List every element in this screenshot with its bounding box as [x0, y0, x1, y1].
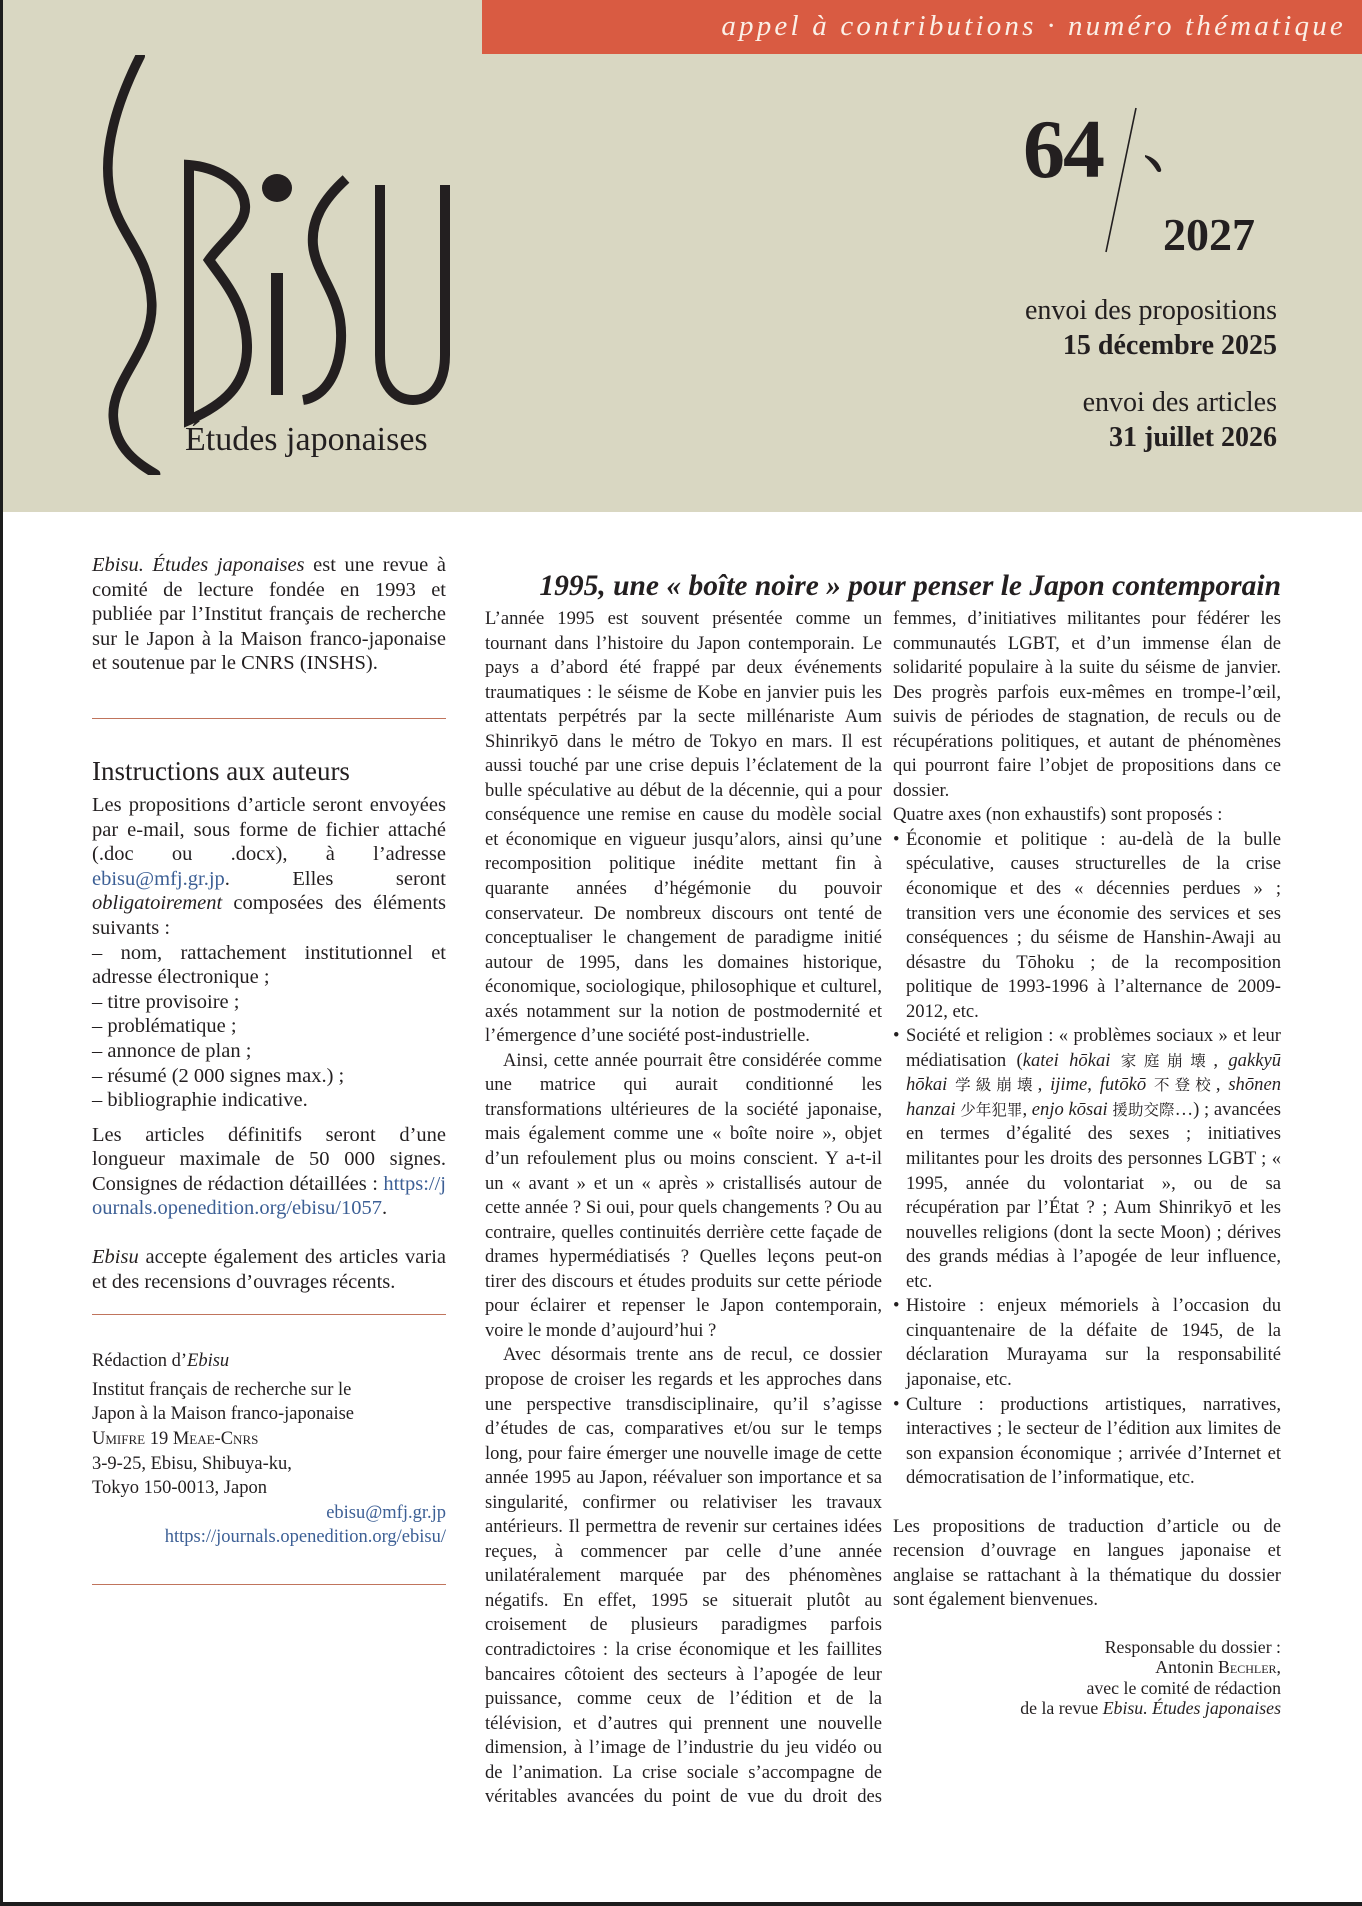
kanji-term: 家庭崩壊	[1120, 1051, 1214, 1070]
japanese-term: enjo kōsai	[1031, 1098, 1108, 1120]
proposals-deadline-date: 15 décembre 2025	[1062, 330, 1277, 361]
requirement-item: – annonce de plan ;	[92, 1039, 252, 1062]
signature-first-name: Antonin	[1155, 1657, 1219, 1678]
journal-intro	[92, 553, 446, 676]
divider	[92, 1584, 446, 1585]
axis-item: • Société et religion : « problèmes sociaux » et leur médiatisation (katei hōkai 家庭崩壊, gakkyū hōkai 学級崩壊, ijime, futōkō 不登校, shōnen hanzai 少年犯罪, enjo kōsai 援助交際…) ; avancées en termes d’égalité des sexes ; initiatives militantes pour les droits des personnes LGBT ; « 1995, année du volontariat », ou de sa récupération par l’État ? ; Aum Shinrikyō et les nouvelles religions (dont la secte Moon) ; dérives des grands médias à l’apogée de leur influence, etc.	[893, 1025, 1281, 1292]
kanji-term: 少年犯罪	[960, 1100, 1023, 1119]
japanese-term: gakkyū hōkai	[906, 1049, 1281, 1096]
requirements-list	[92, 941, 446, 1113]
signature-comma: ,	[1276, 1657, 1281, 1678]
japanese-term: katei hōkai	[1022, 1049, 1111, 1071]
article-paragraph: Ainsi, cette année pourrait être considérée comme une matrice qui aurait conditionné les transformations ultérieures de la société japonaise, mais également comme une « boîte noire », objet d’un refoulement plus ou moins conscient. Y a-t-il un « avant » et un « après » cristallisés autour de cette année ? Si oui, pour quels changements ? Ou au contraire, quelles continuités derrière cette façade de drames hypermédiatisés ? Quelles leçons peut-on tirer des discours et études produits sur cette période pour éclairer et repenser le Japon contemporain, voire le monde d’aujourd’hui ?	[485, 1049, 882, 1341]
email-link[interactable]: ebisu@mfj.gr.jp	[92, 867, 225, 890]
requirement-item: – résumé (2 000 signes max.) ;	[92, 1064, 345, 1087]
logo-subtitle: Études japonaises	[185, 421, 428, 458]
address-line: Institut français de recherche sur le	[92, 1379, 352, 1400]
articles-deadline-label: envoi des articles	[1082, 387, 1277, 418]
varia-note	[92, 1245, 446, 1294]
instructions-heading: Instructions aux auteurs	[92, 755, 350, 786]
signature-journal	[893, 1698, 1281, 1719]
axis-item	[893, 828, 1281, 1024]
requirement-item: – bibliographie indicative.	[92, 1089, 308, 1112]
signature-journal-prefix: de la revue	[1020, 1698, 1103, 1719]
contact-email-link[interactable]: ebisu@mfj.gr.jp	[326, 1502, 446, 1523]
varia-text: accepte également des articles varia et des recensions d’ouvrages récents.	[92, 1246, 446, 1293]
kanji-term: 援助交際	[1112, 1100, 1175, 1119]
instructions-text-c: composées des éléments suivants :	[92, 892, 446, 939]
length-guidelines-end: .	[382, 1197, 388, 1220]
article-paragraph: L’année 1995 est souvent présentée comme un tournant dans l’histoire du Japon contemporain. Le pays a d’abord été frappé par deux événements traumatiques : le séisme de Kobe en janvier puis les attentats perpétrés par la secte millénariste Aum Shinrikyō dans le métro de Tokyo en mars. Il est aussi touché par une crise depuis l’éclatement de la bulle spéculative au début de la décennie, qui a pour conséquence une remise en cause du modèle social et économique en vigueur jusqu’alors, ainsi qu’une recomposition politique inédite mettant fin à quarante années d’hégémonie du pouvoir conservateur. De nombreux discours ont tenté de conceptualiser le changement de paradigme initié autour de 1995, dans les domaines historique, économique, sociologique, philosophique et culturel, axés notamment sur la notion de postmodernité et l’émergence d’une société post-industrielle.	[485, 608, 882, 1047]
journal-name: Ebisu. Études japonaises	[92, 554, 305, 576]
bullet-icon: •	[893, 828, 900, 850]
kanji-term: 学級崩壊	[955, 1076, 1038, 1095]
japanese-term: shōnen hanzai	[906, 1074, 1281, 1120]
axis-item	[893, 1393, 1281, 1491]
proposals-deadline-label: envoi des propositions	[1025, 295, 1277, 326]
requirement-item: – titre provisoire ;	[92, 990, 240, 1013]
sidebar-column	[92, 553, 446, 1585]
kanji-term: 不登校	[1153, 1076, 1216, 1095]
address-line: 3-9-25, Ebisu, Shibuya-ku,	[92, 1453, 292, 1474]
varia-journal-name: Ebisu	[92, 1246, 139, 1269]
length-guidelines	[92, 1123, 446, 1221]
axes-intro: Quatre axes (non exhaustifs) sont proposés :	[893, 804, 1223, 826]
axis-text: Histoire : enjeux mémoriels à l’occasion du cinquantenaire de la défaite de 1945, de la déclaration Murayama sur la responsabilité japonaise, etc.	[906, 1295, 1281, 1390]
translation-note: Les propositions de traduction d’article ou de recension d’ouvrage en langues japonaise et anglaise se rattachant à la thématique du dossier sont également bienvenues.	[893, 1515, 1281, 1611]
signature-name-line	[893, 1657, 1281, 1678]
article-title: 1995, une « boîte noire » pour penser le Japon contemporain	[539, 569, 1281, 602]
length-guidelines-text: Les articles définitifs seront d’une longueur maximale de 50 000 signes. Consignes de rédaction détaillées :	[92, 1123, 446, 1195]
call-for-papers-banner: appel à contributions · numéro thématique	[482, 0, 1362, 54]
ebisu-logo-mark	[73, 55, 453, 475]
article-column-2	[893, 607, 1281, 1719]
article-column-1	[485, 607, 882, 1810]
bullet-icon: •	[893, 1393, 900, 1415]
axis-text: Économie et politique : au-delà de la bulle spéculative, causes structurelles de la crise économique et des « décennies perdues » ; transition vers une économie des services et ses conséquences ; du séisme de Hanshin-Awaji au désastre du Tōhoku ; de la recomposition politique de 1993-1996 à l’alternance de 2009-2012, etc.	[906, 828, 1281, 1022]
axis-item	[893, 1294, 1281, 1392]
signature-role: Responsable du dossier :	[1104, 1636, 1281, 1657]
signature	[893, 1637, 1281, 1719]
articles-deadline-date: 31 juillet 2026	[1109, 422, 1277, 453]
guidelines-link[interactable]: https://journals.openedition.org/ebisu/1057	[92, 1172, 446, 1220]
article-paragraph: Avec désormais trente ans de recul, ce dossier propose de croiser les regards et les approches dans une perspective transdisciplinaire, qu’il s’agisse d’études de cas, comparatives et/ou sur le temps long, pour faire émerger une nouvelle image de cette année 1995 au Japon, réévaluer son importance et sa singularité, confirmer ou relativiser les travaux antérieurs. Il permettra de revenir sur certaines idées reçues, à commencer par celle d’une année unilatéralement marquée par des phénomènes négatifs. En effet, 1995 se situerait plutôt au croisement de plusieurs paradigmes parfois contradictoires : la crise économique et les faillites bancaires côtoient des secteurs à l’apogée de leur puissance, comme ceux de l’édition et de la télévision, et d’autres qui prennent une nouvelle dimension, à l’image de l’industrie du jeu vidéo ou de l’animation. La crise sociale s’accompagne de véritables avancées du point de vue du droit des	[485, 1344, 882, 1808]
issue-year: 2027	[1163, 209, 1255, 260]
bullet-icon: •	[893, 1295, 900, 1317]
instructions-emphasis: obligatoirement	[92, 892, 223, 915]
page	[3, 0, 1362, 1902]
address-line: Japon à la Maison franco-japonaise	[92, 1404, 354, 1425]
editorial-office-label: Rédaction d’	[92, 1351, 188, 1372]
signature-committee: avec le comité de rédaction	[1086, 1677, 1281, 1698]
instructions-text	[92, 793, 446, 941]
requirement-item: – nom, rattachement institutionnel et adresse électronique ;	[92, 941, 446, 989]
axis-text: Culture : productions artistiques, narratives, interactives ; le secteur de l’édition aux limites de son expansion économique ; arrivée d’Internet et démocratisation de l’informatique, etc.	[906, 1393, 1281, 1489]
japanese-term: futōkō	[1099, 1074, 1147, 1096]
journal-website-link[interactable]: https://journals.openedition.org/ebisu/	[164, 1527, 446, 1548]
issue-number: 64	[1023, 103, 1103, 196]
issue-block	[1013, 100, 1313, 270]
bullet-icon: •	[893, 1025, 900, 1047]
article-paragraph-continued: femmes, d’initiatives militantes pour fédérer les communautés LGBT, et d’un immense élan de solidarité populaire à la suite du séisme de janvier. Des progrès parfois eux-mêmes en trompe-l’œil, suivis de périodes de stagnation, de reculs ou de récupérations politiques, et autant de phénomènes qui pourront faire l’objet de propositions dans ce dossier.	[893, 608, 1281, 801]
ebisu-logo	[73, 55, 453, 475]
journal-intro-text: est une revue à comité de lecture fondée en 1993 et publiée par l’Institut français de recherche sur le Japon à la Maison franco-japonaise et soutenue par le CNRS (INSHS).	[92, 554, 446, 675]
editorial-office-journal: Ebisu	[187, 1351, 230, 1372]
axis-text: …) ; avancées en termes d’égalité des sexes ; initiatives militantes pour les droits des personnes LGBT ; « 1995, année du volontariat », ou de sa récupération par l’État ? ; Aum Shinrikyō et les nouvelles religions (dont la secte Moon) ; dérives des grands médias à l’apogée de leur influence, etc.	[906, 1098, 1281, 1292]
editorial-office	[92, 1349, 446, 1550]
signature-journal-name: Ebisu. Études japonaises	[1102, 1698, 1281, 1719]
address-line: Umifre 19 Meae-Cnrs	[92, 1429, 259, 1450]
signature-surname: Bechler	[1218, 1657, 1277, 1678]
axis-text: Société et religion : « problèmes sociaux » et leur médiatisation (	[906, 1025, 1281, 1071]
editorial-office-title	[92, 1349, 446, 1374]
japanese-term: ijime	[1050, 1074, 1088, 1096]
address-line: Tokyo 150-0013, Japon	[92, 1478, 267, 1499]
instructions-text-a: Les propositions d’article seront envoyées par e-mail, sous forme de fichier attaché (.doc ou .docx), à l’adresse	[92, 793, 446, 866]
instructions-text-b: . Elles seront	[224, 867, 446, 890]
requirement-item: – problématique ;	[92, 1015, 237, 1038]
deadlines	[917, 293, 1277, 455]
